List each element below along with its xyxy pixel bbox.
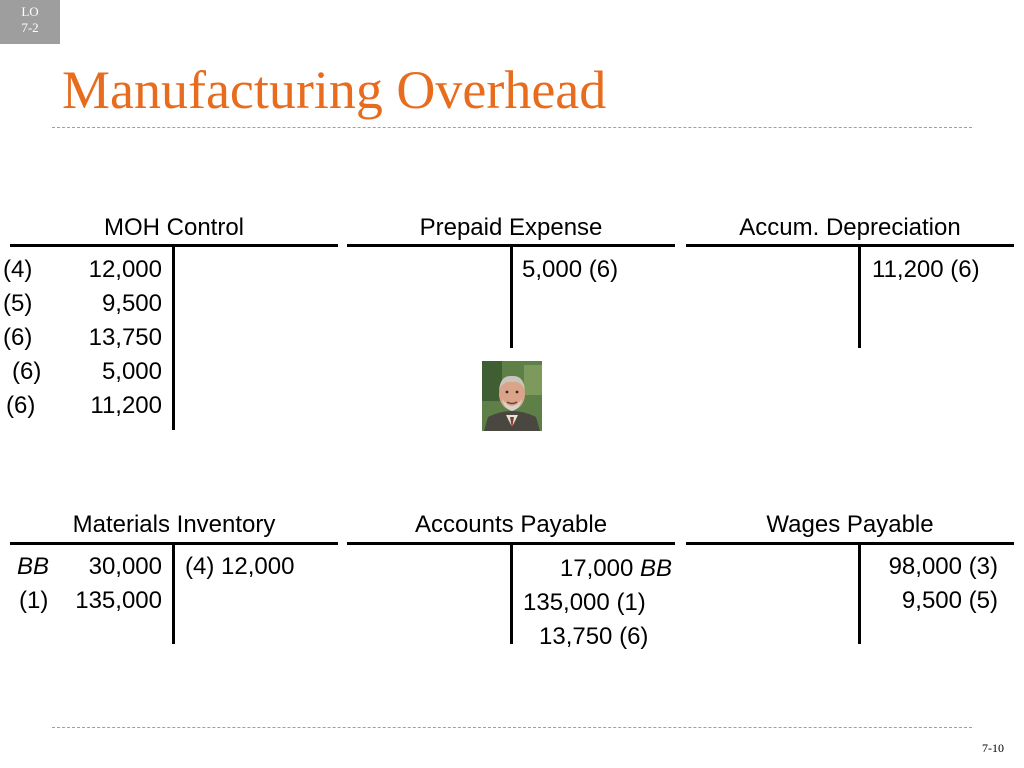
ap-credit-amount: 13,750 — [539, 623, 613, 650]
wages-credit-entry — [902, 587, 998, 615]
moh-debit-amount: 13,750 — [88, 324, 162, 351]
slide-title: Manufacturing Overhead — [62, 60, 607, 120]
prepaid-credit-amount: 5,000 — [522, 256, 583, 283]
wages-credit-amount: 9,500 — [901, 587, 962, 614]
moh-account-title: MOH Control — [103, 214, 245, 241]
accum-dep-t-vertical — [858, 246, 861, 348]
moh-debit-amount: 11,200 — [90, 392, 162, 419]
materials-credit-entry — [185, 553, 294, 581]
materials-account-title: Materials Inventory — [72, 511, 276, 538]
moh-debit-amount: 12,000 — [88, 256, 162, 283]
moh-debit-ref: (6) — [3, 324, 33, 351]
prepaid-credit-ref: (6) — [588, 256, 619, 283]
accum-dep-credit-amount: 11,200 — [872, 256, 944, 283]
footer-divider — [52, 727, 972, 728]
moh-debit-ref: (4) — [3, 256, 33, 283]
ap-credit-entry — [560, 555, 672, 583]
page-number: 7-10 — [982, 741, 1004, 755]
wages-credit-amount: 98,000 — [888, 553, 962, 580]
prepaid-t-vertical — [510, 246, 513, 348]
wages-account-title: Wages Payable — [766, 511, 934, 538]
ap-credit-amount: 17,000 — [559, 555, 634, 582]
materials-credit-ref: (4) — [185, 553, 215, 580]
ap-credit-ref: (6) — [619, 623, 649, 650]
ap-account-title: Accounts Payable — [414, 511, 608, 538]
moh-debit-ref: (6) — [6, 392, 36, 419]
presenter-photo — [482, 361, 542, 431]
materials-debit-ref: (1) — [19, 587, 49, 614]
prepaid-credit-entry — [522, 256, 618, 284]
wages-t-vertical — [858, 544, 861, 644]
lo-badge — [0, 0, 60, 44]
ap-t-vertical — [510, 544, 513, 644]
moh-debit-ref: (5) — [3, 290, 33, 317]
ap-credit-ref: (1) — [616, 589, 646, 616]
materials-debit-ref: BB — [17, 553, 50, 580]
materials-credit-amount: 12,000 — [221, 553, 295, 580]
ap-credit-amount: 135,000 — [523, 589, 610, 616]
ap-credit-ref: BB — [639, 555, 672, 582]
wages-credit-ref: (3) — [968, 553, 998, 580]
wages-credit-entry — [889, 553, 998, 581]
lo-badge-line1: LO — [21, 4, 39, 19]
materials-debit-amount: 135,000 — [75, 587, 162, 614]
title-divider — [52, 127, 972, 128]
wages-credit-ref: (5) — [968, 587, 998, 614]
lo-badge-line2: 7-2 — [21, 20, 39, 35]
wages-t-horizontal — [686, 542, 1014, 545]
materials-t-vertical — [172, 544, 175, 644]
accum-dep-credit-ref: (6) — [950, 256, 980, 283]
materials-debit-amount: 30,000 — [88, 553, 162, 580]
ap-credit-entry — [539, 623, 648, 651]
moh-debit-ref: (6) — [12, 358, 42, 385]
accum-dep-credit-entry — [872, 256, 980, 284]
moh-t-vertical — [172, 246, 175, 430]
accum-dep-account-title: Accum. Depreciation — [739, 214, 961, 241]
moh-debit-amount: 5,000 — [101, 358, 162, 385]
prepaid-account-title: Prepaid Expense — [419, 214, 603, 241]
moh-debit-amount: 9,500 — [101, 290, 162, 317]
ap-credit-entry — [523, 589, 646, 617]
accum-dep-t-horizontal — [686, 244, 1014, 247]
